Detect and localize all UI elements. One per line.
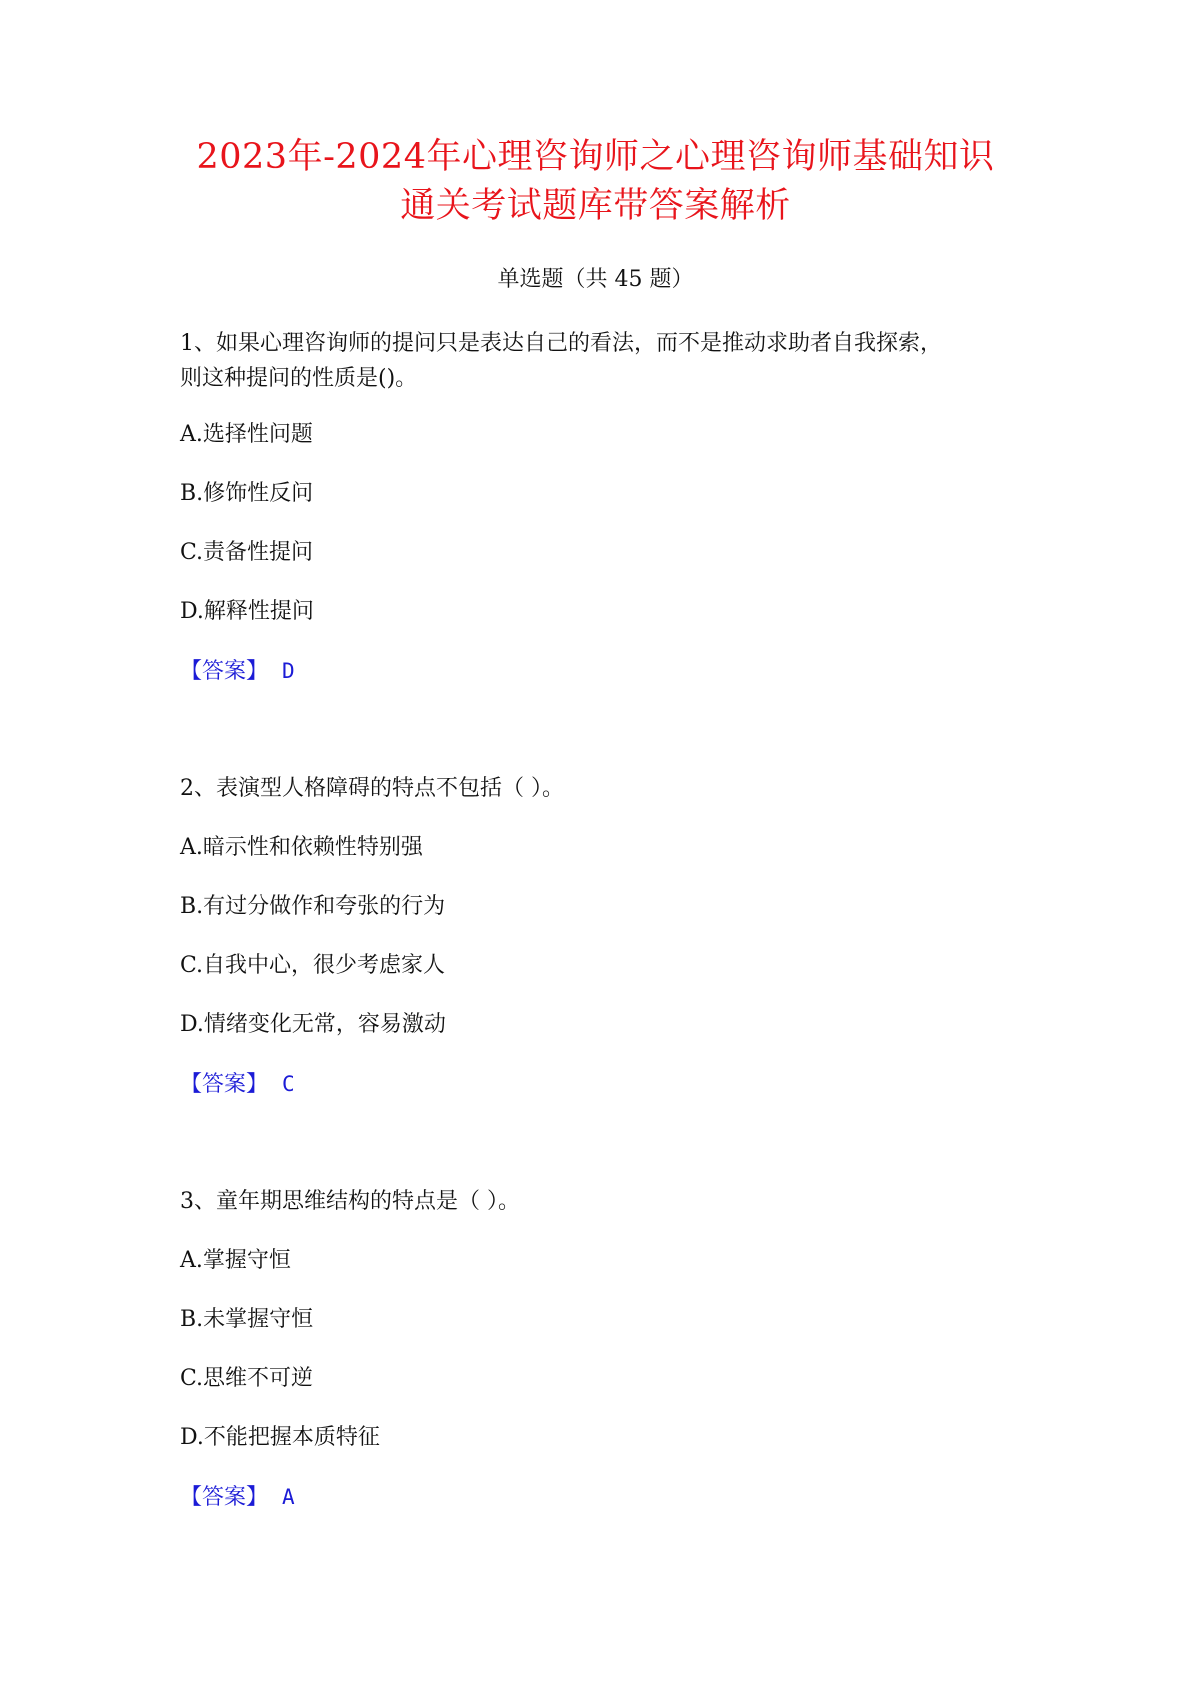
answer-label: 【答案】: [180, 1072, 269, 1097]
document-title-line2: 通关考试题库带答案解析: [400, 186, 791, 226]
question-3-answer: [180, 1482, 295, 1513]
question-3-option-d: D.不能把握本质特征: [180, 1425, 380, 1450]
question-2-option-a: A.暗示性和依赖性特别强: [180, 835, 423, 860]
question-1-option-c: C.责备性提问: [180, 540, 314, 565]
question-3-option-b: B.未掌握守恒: [180, 1307, 314, 1332]
question-2-option-b: B.有过分做作和夸张的行为: [180, 894, 446, 919]
question-1-option-a: A.选择性问题: [180, 422, 313, 447]
answer-value: C: [282, 1072, 295, 1096]
question-2-option-c: C.自我中心，很少考虑家人: [180, 953, 446, 978]
question-2-stem: 2、表演型人格障碍的特点不包括（ ）。: [180, 776, 564, 801]
question-2-option-d: D.情绪变化无常，容易激动: [180, 1012, 446, 1037]
section-heading: 单选题（共 45 题）: [497, 267, 694, 292]
question-1-option-b: B.修饰性反问: [180, 481, 314, 506]
answer-label: 【答案】: [180, 1485, 269, 1510]
question-2-answer: [180, 1069, 295, 1100]
question-3-stem: 3、童年期思维结构的特点是（ ）。: [180, 1189, 520, 1214]
question-3-option-a: A.掌握守恒: [180, 1248, 291, 1273]
answer-label: 【答案】: [180, 659, 269, 684]
question-3-option-c: C.思维不可逆: [180, 1366, 314, 1391]
question-1-option-d: D.解释性提问: [180, 599, 314, 624]
answer-value: D: [282, 659, 295, 683]
question-1-stem-line1: 1、如果心理咨询师的提问只是表达自己的看法，而不是推动求助者自我探索，: [180, 331, 942, 356]
question-1-stem-line2: 则这种提问的性质是()。: [180, 366, 418, 391]
question-1-answer: [180, 656, 295, 687]
document-title-line1: 2023年-2024年心理咨询师之心理咨询师基础知识: [196, 137, 995, 177]
answer-value: A: [282, 1485, 295, 1509]
